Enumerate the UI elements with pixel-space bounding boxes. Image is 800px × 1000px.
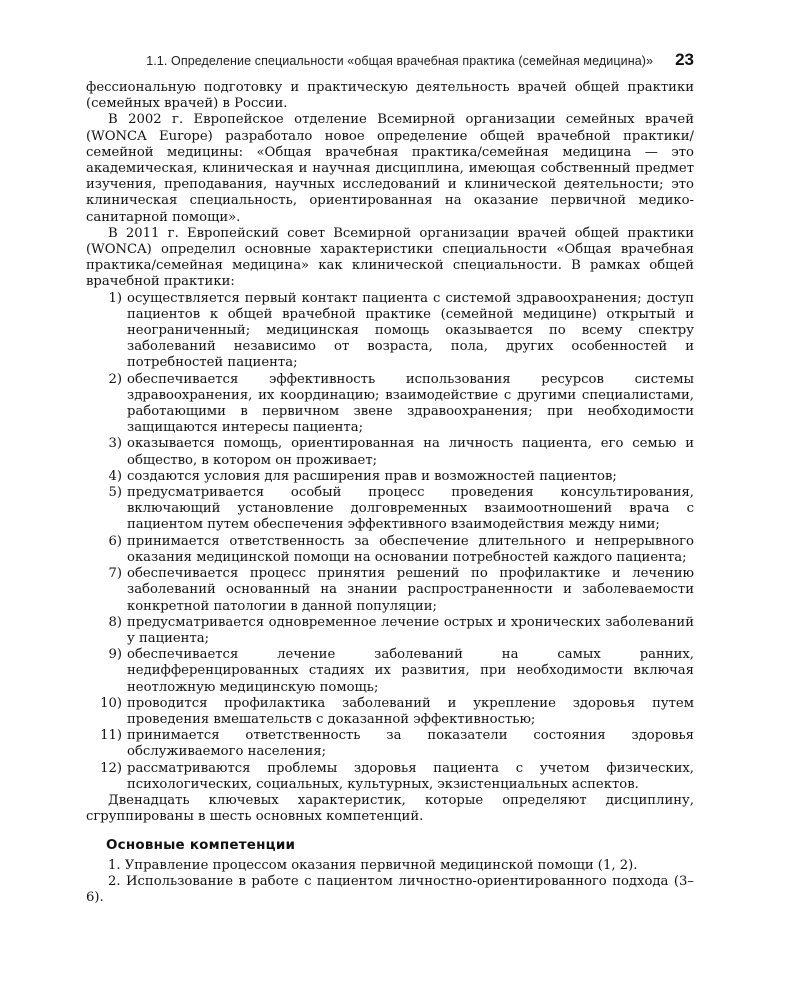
list-item-number: 5)	[108, 485, 122, 501]
list-item-text: осуществляется первый контакт пациента с системой здравоохранения; доступ пациентов к общей врачебной практике (семейной медицине) открытый и неограниченный; медицинская помощь оказывается по всему спектру заболеваний независимо от возраста, пола, других особенностей и потребностей пациента;	[127, 290, 694, 371]
body-text	[86, 80, 694, 906]
list-item-number: 12)	[100, 760, 122, 776]
page-header	[86, 50, 694, 78]
list-item-text: оказывается помощь, ориентированная на личность пациента, его семью и общество, в котором он проживает;	[127, 436, 694, 468]
list-item	[86, 696, 694, 728]
list-item-number: 6)	[108, 533, 122, 549]
list-item	[86, 728, 694, 760]
paragraph-wonca-2011: В 2011 г. Европейский совет Всемирной организации врачей общей практики (WONCA) определил основные характеристики специальности «Общая врачебная практика/семейная медицина» как клинической специальности. В рамках общей врачебной практики:	[86, 225, 694, 290]
list-item	[86, 761, 694, 793]
list-item-text: проводится профилактика заболеваний и укрепление здоровья путем проведения вмешательств с доказанной эффективностью;	[127, 695, 694, 727]
list-item	[86, 291, 694, 372]
list-item	[86, 615, 694, 647]
list-item	[86, 534, 694, 566]
list-item	[86, 566, 694, 615]
list-item	[86, 469, 694, 485]
list-item-text: рассматриваются проблемы здоровья пациента с учетом физических, психологических, социальных, культурных, экзистенциальных аспектов.	[127, 760, 694, 792]
running-title: 1.1. Определение специальности «общая врачебная практика (семейная медицина)»	[146, 54, 654, 68]
paragraph-summary: Двенадцать ключевых характеристик, которые определяют дисциплину, сгруппированы в шесть основных компетенций.	[86, 792, 694, 825]
list-item-number: 7)	[108, 566, 122, 582]
paragraph-continuation: фессиональную подготовку и практическую деятельность врачей общей практики (семейных врачей) в России.	[86, 80, 694, 112]
list-item-text: создаются условия для расширения прав и возможностей пациентов;	[127, 468, 617, 484]
list-item	[86, 372, 694, 437]
section-heading: Основные компетенции	[106, 837, 296, 854]
list-item-number: 4)	[108, 468, 122, 484]
list-item-text: обеспечивается процесс принятия решений по профилактике и лечению заболеваний основанный на знании распространенности и заболеваемости конкретной патологии в данной популяции;	[127, 566, 694, 614]
list-item-number: 2)	[108, 371, 122, 387]
list-item-number: 11)	[100, 728, 122, 744]
list-item-text: принимается ответственность за показатели состояния здоровья обслуживаемого населения;	[127, 728, 694, 760]
list-item	[86, 485, 694, 534]
list-item-text: предусматривается одновременное лечение острых и хронических заболеваний у пациента;	[127, 614, 694, 646]
list-item-text: обеспечивается лечение заболеваний на самых ранних, недифференцированных стадиях их развития, при необходимости включая неотложную медицинскую помощь;	[127, 647, 694, 695]
list-item-text: принимается ответственность за обеспечение длительного и непрерывного оказания медицинской помощи на основании потребностей каждого пациента;	[127, 533, 694, 565]
list-item-number: 1)	[108, 290, 122, 306]
list-item-text: предусматривается особый процесс проведения консультирования, включающий установление долговременных взаимоотношений врача с пациентом путем обеспечения эффективного взаимодействия между ними;	[127, 485, 694, 533]
page-number: 23	[675, 50, 694, 69]
book-page	[86, 50, 694, 906]
list-item-number: 10)	[100, 695, 122, 711]
characteristics-list	[86, 291, 694, 793]
list-item-text: обеспечивается эффективность использования ресурсов системы здравоохранения, их координацию; взаимодействие с другими специалистами, работающими в первичном звене здравоохранения; при необходимости защищаются интересы пациента;	[127, 371, 694, 436]
list-item-number: 9)	[108, 647, 122, 663]
list-item	[86, 436, 694, 468]
competency-item: 1. Управление процессом оказания первичной медицинской помощи (1, 2).	[108, 857, 638, 873]
competency-item: 2. Использование в работе с пациентом личностно-ориентированного подхода (3–6).	[86, 873, 694, 905]
list-item	[86, 647, 694, 696]
list-item-number: 3)	[108, 436, 122, 452]
paragraph-wonca-europe-2002: В 2002 г. Европейское отделение Всемирной организации семейных врачей (WONCA Europe) разработало новое определение общей врачебной практики/семейной медицины: «Общая врачебная практика/семейная медицина — это академическая, клиническая и научная дисциплина, имеющая собственный предмет изучения, преподавания, научных исследований и клинической деятельности; это клиническая специальность, ориентированная на оказание первичной медико-санитарной помощи».	[86, 112, 694, 225]
list-item-number: 8)	[108, 614, 122, 630]
